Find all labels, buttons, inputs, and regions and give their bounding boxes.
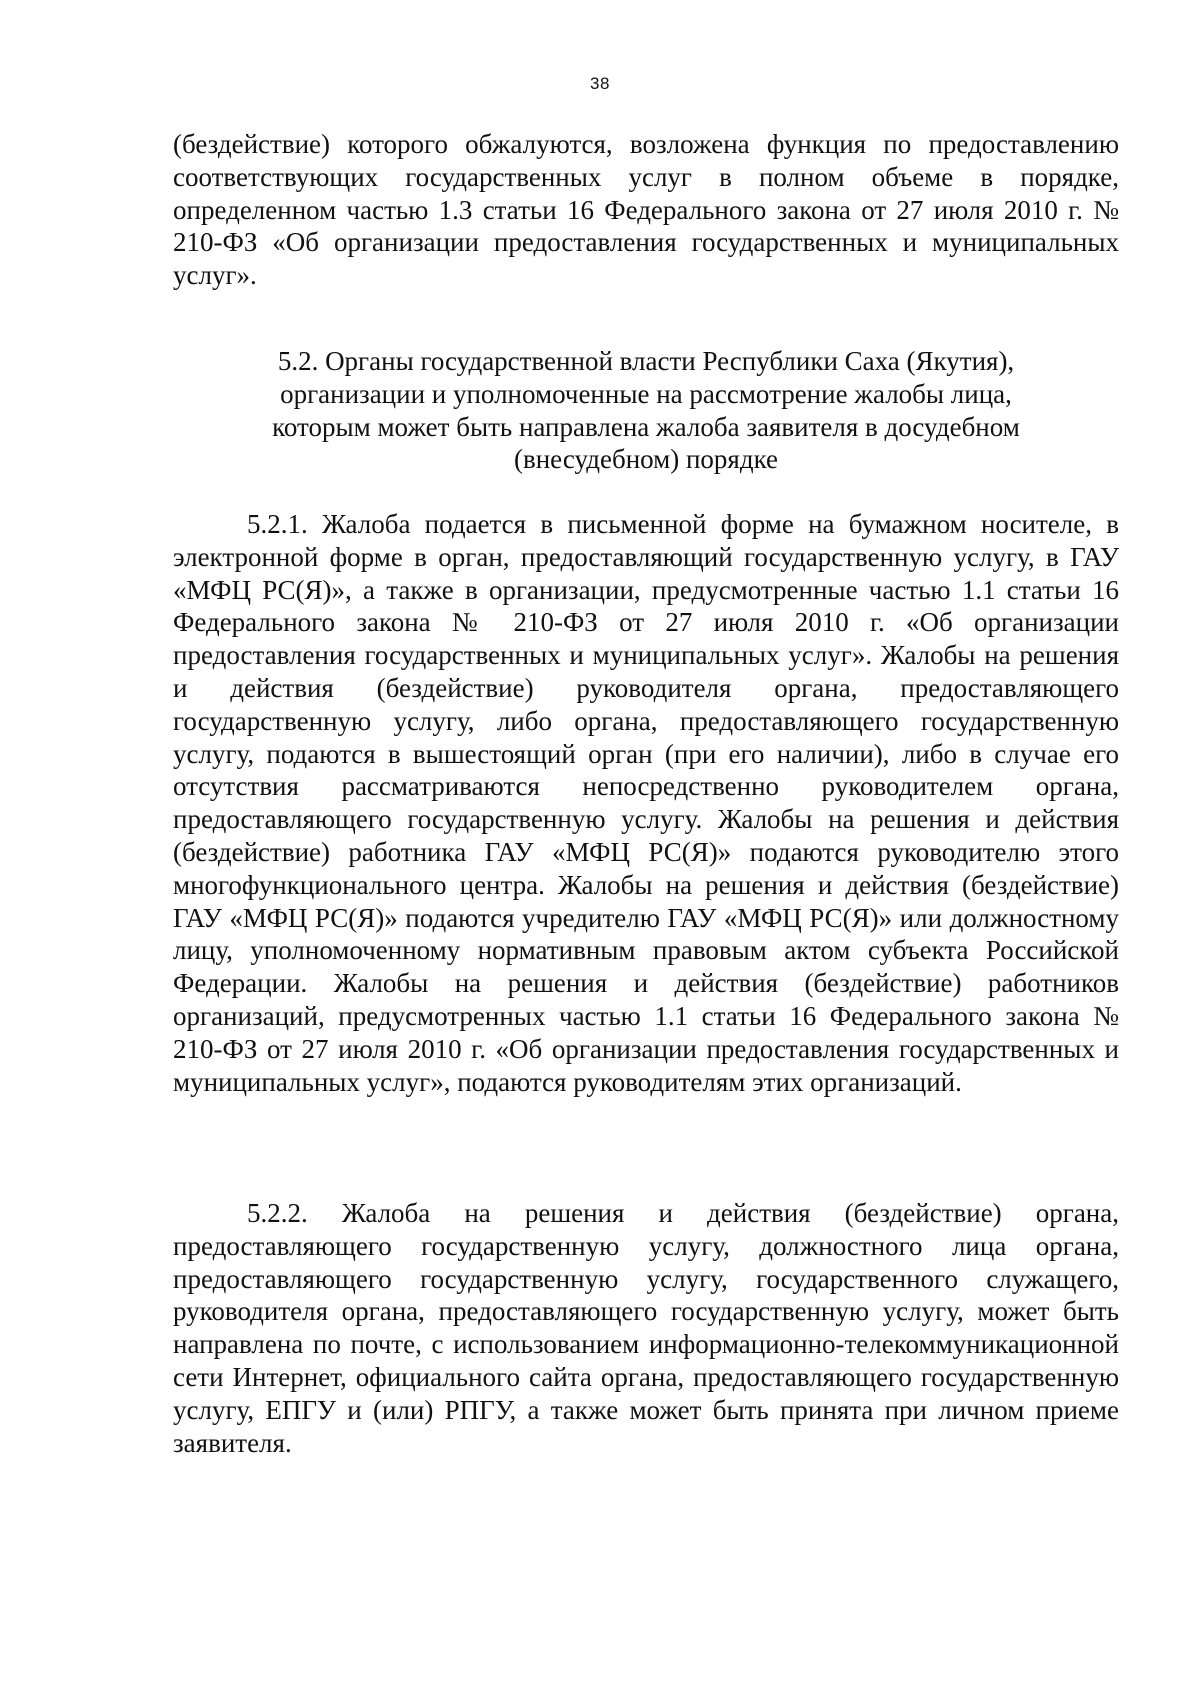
continuation-paragraph: (бездействие) которого обжалуются, возложена функция по предоставлению соответствующих государственных услуг в полном объеме в порядке, определенном частью 1.3 статьи 16 Федерального закона от 27 июля 2010 г. № 210-ФЗ «Об организации предоставления государственных и муниципальных услуг». [173, 129, 1119, 291]
page-number: 38 [590, 74, 610, 93]
section-heading-line: (внесудебном) порядке [513, 444, 779, 475]
paragraph-5-2-2: 5.2.2. Жалоба на решения и действия (бездействие) органа, предоставляющего государственную услугу, должностного лица органа, предоставляющего государственную услугу, государственного служащего, руководителя органа, предоставляющего государственную услугу, может быть направлена по почте, с использованием информационно-телекоммуникационной сети Интернет, официального сайта органа, предоставляющего государственную услугу, ЕПГУ и (или) РПГУ, а также может быть принята при личном приеме заявителя. [173, 1198, 1119, 1458]
paragraph-5-2-1: 5.2.1. Жалоба подается в письменной форме на бумажном носителе, в электронной форме в орган, предоставляющий государственную услугу, в ГАУ «МФЦ РС(Я)», а также в организации, предусмотренные частью 1.1 статьи 16 Федерального закона № 210-ФЗ от 27 июля 2010 г. «Об организации предоставления государственных и муниципальных услуг». Жалобы на решения и действия (бездействие) руководителя органа, предоставляющего государственную услугу, либо органа, предоставляющего государственную услугу, подаются в вышестоящий орган (при его наличии), либо в случае его отсутствия рассматриваются непосредственно руководителем органа, предоставляющего государственную услугу. Жалобы на решения и действия (бездействие) работника ГАУ «МФЦ РС(Я)» подаются руководителю этого многофункционального центра. Жалобы на решения и действия (бездействие) ГАУ «МФЦ РС(Я)» подаются учредителю ГАУ «МФЦ РС(Я)» или должностному лицу, уполномоченному нормативным правовым актом субъекта Российской Федерации. Жалобы на решения и действия (бездействие) работников организаций, предусмотренных частью 1.1 статьи 16 Федерального закона № 210-ФЗ от 27 июля 2010 г. «Об организации предоставления государственных и муниципальных услуг», подаются руководителям этих организаций. [173, 509, 1119, 1097]
section-heading-line: которым может быть направлена жалоба заявителя в досудебном [272, 411, 1020, 442]
section-heading-line: организации и уполномоченные на рассмотрение жалобы лица, [280, 378, 1012, 409]
section-heading [173, 345, 1119, 476]
section-heading-line: 5.2. Органы государственной власти Республики Саха (Якутия), [277, 346, 1015, 376]
